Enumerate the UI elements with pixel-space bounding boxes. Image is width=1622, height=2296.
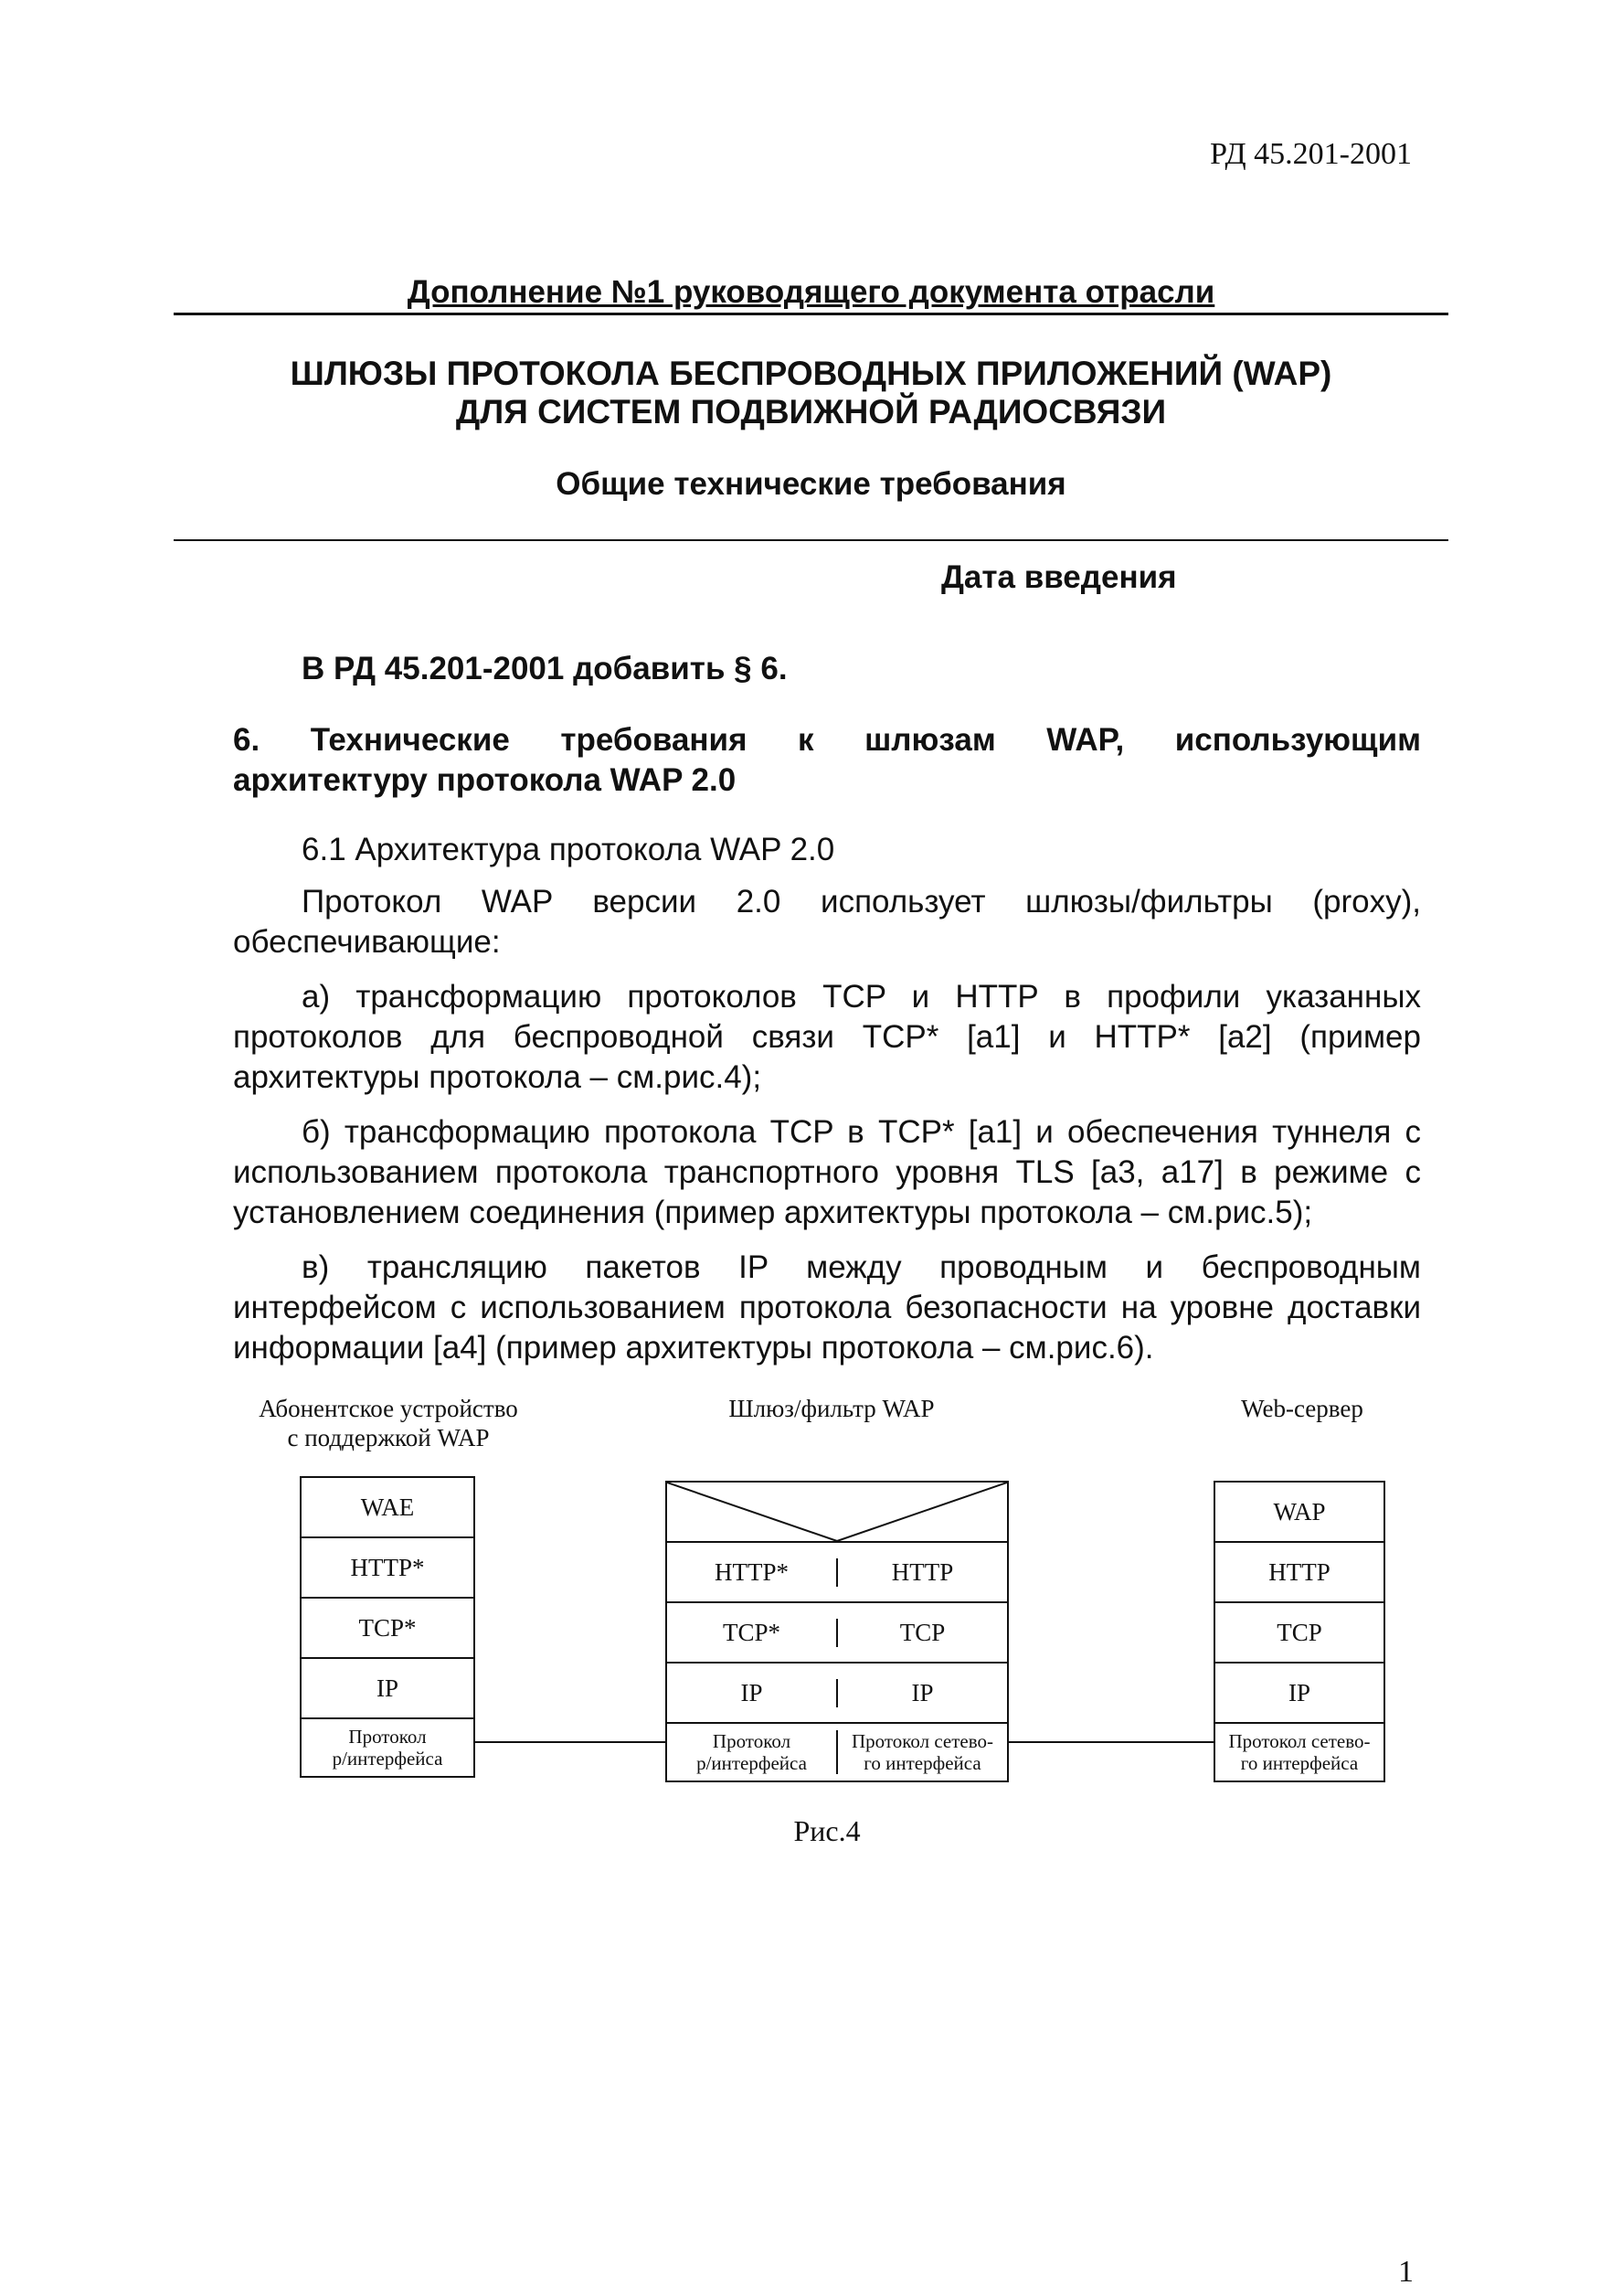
subtitle: Общие технические требования [556,466,1066,502]
gateway-stack [665,1481,1009,1782]
client-layer-radio [302,1719,473,1776]
server-layer-network [1215,1724,1383,1780]
client-stack [300,1476,475,1778]
client-layer-wae: WAE [302,1478,473,1538]
gateway-top-cell [667,1483,1007,1543]
gateway-radio-interface [667,1730,838,1774]
supplement-title: Дополнение №1 руководящего документа отрасли [407,274,1215,310]
gateway-tcp-row [667,1603,1007,1664]
client-label-line-1: Абонентское устройство [259,1395,518,1422]
server-layer-wap: WAP [1215,1483,1383,1543]
gateway-ip-left: IP [667,1679,838,1707]
introduction-date: Дата введения [941,559,1177,595]
gateway-tcp: TCP [899,1618,946,1646]
gateway-radio-line-2: р/интерфейса [696,1752,807,1774]
server-stack [1214,1481,1385,1782]
section-6-heading-line-2: архитектуру протокола WAP 2.0 [233,762,737,798]
server-label: Web-сервер [1241,1395,1363,1422]
server-network-line-1: Протокол сетево- [1228,1730,1371,1752]
paragraph-a: а) трансформацию протоколов TCP и HTTP в профили указанных протоколов для беспроводной связи TCP* [a1] и HTTP* [a2] (пример архитектуры протокола – см.рис.4); [233,979,1421,1095]
figure-caption: Рис.4 [793,1814,861,1847]
instruction: В РД 45.201-2001 добавить § 6. [302,651,788,686]
gateway-ip-row [667,1664,1007,1724]
gateway-http: HTTP [891,1557,954,1586]
server-layer-ip: IP [1215,1664,1383,1724]
gateway-interface-row [667,1724,1007,1780]
gateway-http-star: HTTP* [667,1558,838,1587]
gateway-http-row [667,1543,1007,1603]
client-radio-line-2: р/интерфейса [332,1748,443,1770]
page-number: 1 [1398,2255,1414,2289]
section-6-heading-line-1: 6. Технические требования к шлюзам WAP, использующим [233,722,1421,758]
link-client-gateway [473,1741,667,1743]
link-gateway-server [1007,1741,1214,1743]
paragraph-c: в) трансляцию пакетов IP между проводным и беспроводным интерфейсом с использованием протокола безопасности на уровне доставки информации [a4] (пример архитектуры протокола – см.рис.6). [233,1249,1421,1366]
gateway-network-line-1: Протокол сетево- [851,1730,994,1752]
subsection-6-1: 6.1 Архитектура протокола WAP 2.0 [302,832,835,867]
gateway-v-lines [667,1483,1007,1541]
title-line-2: ДЛЯ СИСТЕМ ПОДВИЖНОЙ РАДИОСВЯЗИ [455,393,1167,430]
client-layer-tcp: TCP* [302,1599,473,1659]
paragraph-intro: Протокол WAP версии 2.0 использует шлюзы/фильтры (proxy), обеспечивающие: [233,884,1421,960]
client-label [228,1394,548,1452]
gateway-network-interface [838,1730,1007,1774]
client-label-line-2: с поддержкой WAP [287,1424,490,1451]
top-rule [174,313,1448,315]
gateway-ip-right: IP [911,1678,934,1706]
server-network-line-2: го интерфейса [1240,1752,1359,1774]
server-layer-tcp: TCP [1215,1603,1383,1664]
title-line-1: ШЛЮЗЫ ПРОТОКОЛА БЕСПРОВОДНЫХ ПРИЛОЖЕНИЙ (WAP) [290,355,1332,392]
gateway-network-line-2: го интерфейса [864,1752,981,1774]
gateway-tcp-star: TCP* [667,1619,838,1647]
client-layer-http: HTTP* [302,1538,473,1599]
paragraph-b: б) трансформацию протокола TCP в TCP* [a1] и обеспечения туннеля с использованием протокола транспортного уровня TLS [a3, a17] в режиме с установлением соединения (пример архитектуры протокола – см.рис.5); [233,1114,1421,1230]
gateway-label: Шлюз/фильтр WAP [728,1395,935,1422]
server-layer-http: HTTP [1215,1543,1383,1603]
gateway-radio-line-1: Протокол [712,1730,791,1752]
bottom-rule [174,539,1448,541]
client-layer-ip: IP [302,1659,473,1719]
client-radio-line-1: Протокол [348,1726,427,1748]
document-code: РД 45.201-2001 [1210,137,1412,171]
